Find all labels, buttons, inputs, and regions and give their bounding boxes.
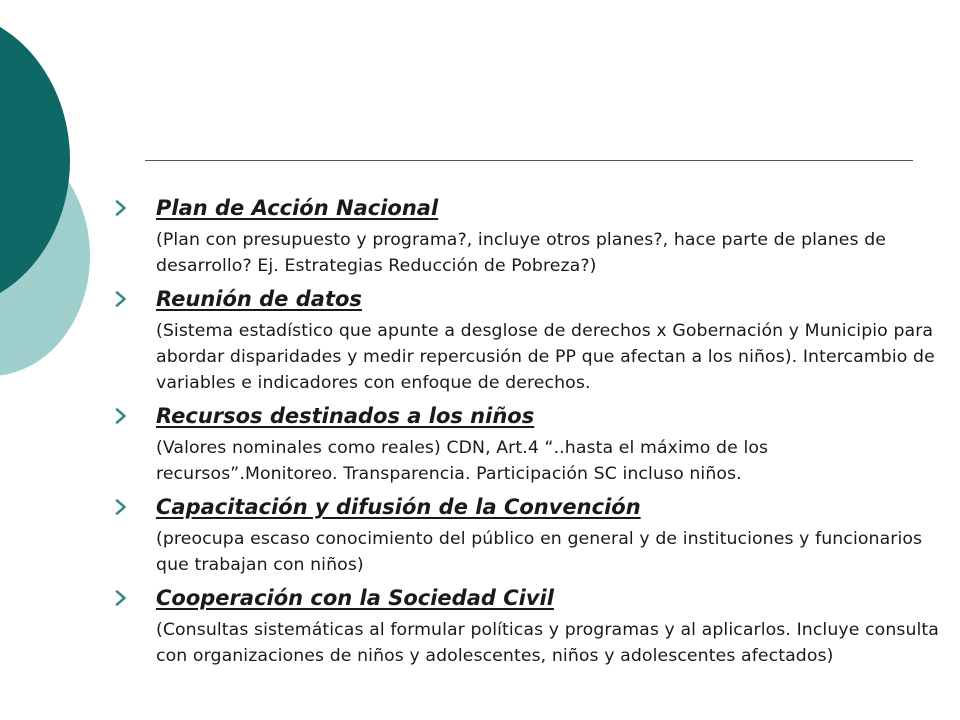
list-item (112, 193, 942, 279)
list-item (112, 492, 942, 578)
item-heading: Cooperación con la Sociedad Civil (156, 586, 554, 610)
item-heading: Recursos destinados a los niños (156, 404, 535, 428)
list-item (112, 583, 942, 669)
item-detail: (preocupa escaso conocimiento del público en general y de instituciones y funcionarios que trabajan con niños) (156, 529, 923, 575)
bullet-list (112, 193, 942, 669)
list-item (112, 401, 942, 487)
title-divider (145, 160, 913, 161)
item-detail: (Plan con presupuesto y programa?, incluye otros planes?, hace parte de planes de desarrollo? Ej. Estrategias Reducción de Pobreza?) (156, 230, 887, 276)
chevron-bullet-icon (112, 590, 128, 606)
item-detail: (Consultas sistemáticas al formular políticas y programas y al aplicarlos. Incluye consulta con organizaciones de niños y adolescentes, niños y adolescentes afectados) (156, 620, 939, 666)
chevron-bullet-icon (112, 200, 128, 216)
item-heading: Reunión de datos (156, 287, 362, 311)
item-heading: Plan de Acción Nacional (156, 196, 439, 220)
item-heading: Capacitación y difusión de la Convención (156, 495, 641, 519)
item-detail: (Sistema estadístico que apunte a desglose de derechos x Gobernación y Municipio para abordar disparidades y medir repercusión de PP que afectan a los niños). Intercambio de variables e indicadores con enfoque de derechos. (156, 321, 935, 393)
item-detail: (Valores nominales como reales) CDN, Art.4 “..hasta el máximo de los recursos”.Monitoreo. Transparencia. Participación SC incluso niños. (156, 438, 769, 484)
chevron-bullet-icon (112, 291, 128, 307)
chevron-bullet-icon (112, 408, 128, 424)
list-item (112, 284, 942, 396)
chevron-bullet-icon (112, 499, 128, 515)
